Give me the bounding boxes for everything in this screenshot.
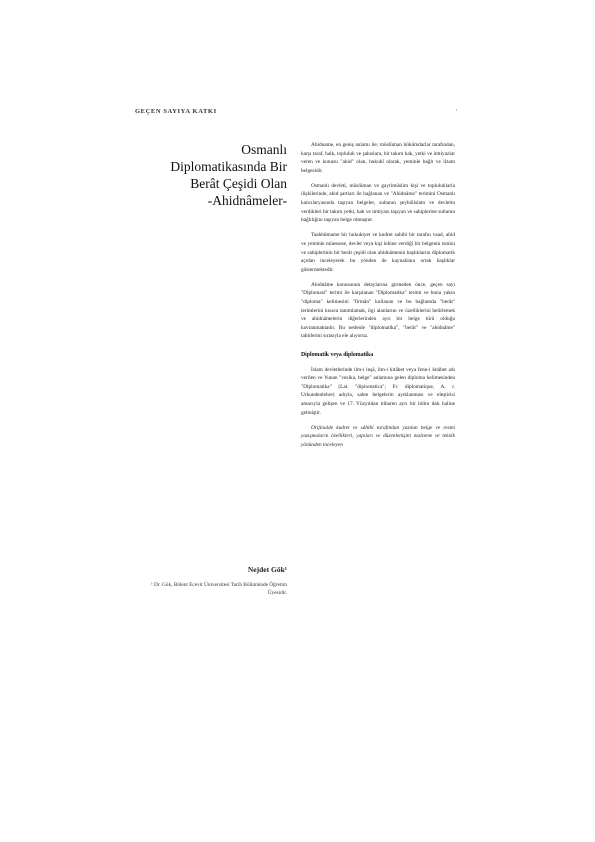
title-line: Osmanlı — [241, 142, 287, 157]
section-subheading: Diplomatik veya diplomatika — [301, 351, 374, 358]
body-paragraph: Ahidnâme konusunun detaylarına girmeden önce, geçen sayı "Diplomasi" terimi ile karşılanan "Diplomatika" terimi ve buna yakın "diploma" kelimesini "firmân" kullanan ve bu bağlamda "berât" terimlerini kısaca tanımlamak, ilgi alanlarını ve özelliklerini belirlemek ve ahidnâmelerin diğerlerinden ayrı bir belge türü olduğu kavranmaktadır. Bu nedenle "diplomatika", "berât" ve "ahidnâme" tabirlerini sırasıyla ele alıyoruz. — [301, 281, 455, 340]
page-mark: · — [455, 106, 458, 115]
title-line: Diplomatikasında Bir — [170, 159, 287, 174]
body-paragraph-italic: Orijinalde kudret ve sâhibi tarafından yazılan belge ve resmi yazışmaların özellikleri, yapıları ve düzenlenişini malzeme ve teknik yönünden inceleyen — [301, 424, 455, 448]
body-paragraph: Taahhütname bir hukukiyet ve kudret sahibi bir tarafın vaad, ahid ve yeminle müessese, devlet veya kişi lehine verdiği bir belgenin ismini ve sahiplerinin bir berât çeşidi olan ahidnâmenin başlıklarını diplomatik açıdan inceleyerek bu yönden de kaynaklara ortak başlıklar göstermektedir. — [301, 232, 455, 273]
author-name: Nejdet Gök¹ — [247, 565, 287, 574]
section-header: GEÇEN SAYIYA KATKI — [135, 108, 217, 115]
author-affiliation: ¹ Dr. Gök, Bülent Ecevit Üniversitesi Tarih Bölümünde Öğretim Üyesidir. — [151, 582, 287, 597]
body-paragraph: Ahidname, en geniş anlamı ile; müslüman hükümdarlar tarafından, karşı taraf, halk, topluluk ve şahıslara, bir takım hak, yetki ve imtiyazlar veren ve konusu "ahid" olan, hukukî olarak, yeminle bağlı ve ilzam belgesidir. — [301, 142, 455, 174]
body-column — [301, 141, 455, 456]
body-paragraph: Osmanlı devleti, müslüman ve gayrimüslim kişi ve topluluklarla ilişkilerinde, ahid şartları ile bağlanan ve "Ahidnâme" terimini Osmanlı kancılaryasında taşıyan belgeler, sultanın şeyhülislam ve devletin verdikleri bir takım yetki, hak ve imtiyazı taşıyan ve sahiplerine sultanın bağlılığını taşıyan belge olmuştur. — [301, 182, 455, 224]
body-paragraph: İslam devletlerinde ilm-i inşâ, ilm-i kitâbet veya fenn-i kitâbet adı verilen ve Yunan "vesika, belge" anlamına gelen diploma kelimesinden "Diplomatika" (Lat. "diplomatica"; Fr. diplomatique, A. r. Urkundenlehre) adıyla, sahte belgelerin ayıklanması ve eleştirisi amacıyla gelişen ve 17. Yüzyıldan itibaren ayrı bir bilim dalı haline gelmiştir. — [301, 366, 455, 416]
article-title — [135, 141, 287, 209]
title-line: Berât Çeşidi Olan — [190, 176, 287, 191]
title-line: -Ahidnâmeler- — [207, 193, 287, 208]
